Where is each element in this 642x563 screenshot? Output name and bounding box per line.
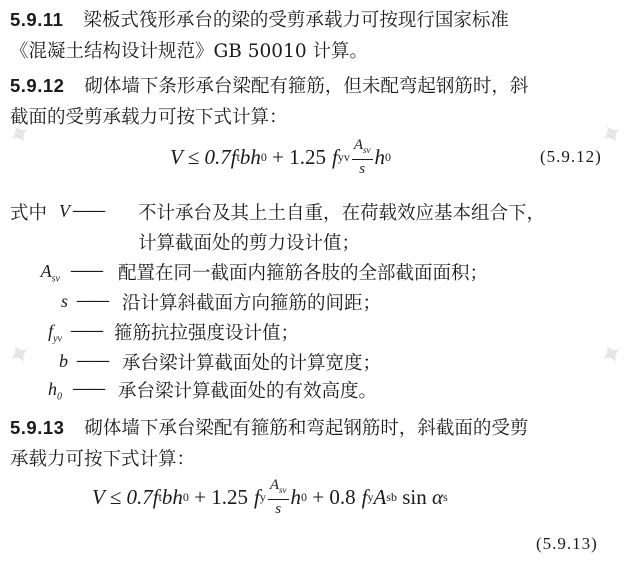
formula-h0-sub: 0 (385, 149, 392, 164)
formula-plus: + 1.25 (266, 144, 327, 169)
formula-5-9-12 (170, 134, 391, 180)
formula-bh: bh (161, 484, 183, 509)
fraction-num-text: A (353, 137, 364, 153)
equation-number: (5.9.12) (540, 147, 602, 166)
clause-text: 梁板式筏形承台的梁的受剪承载力可按现行国家标准 (83, 10, 509, 31)
def-symbol-text: s (60, 291, 68, 311)
fraction-num-sub: sv (279, 485, 287, 495)
watermark: ✦ (1, 114, 39, 155)
watermark: ✦ (1, 334, 39, 375)
def-symbol (12, 379, 62, 403)
def-text: 配置在同一截面内箍筋各肢的全部截面面积； (118, 263, 489, 284)
clause-5-9-11-line1 (10, 6, 509, 35)
formula-5-9-13 (92, 474, 448, 520)
clause-5-9-12-line2 (10, 104, 288, 132)
formula-ft: f (230, 144, 237, 169)
formula-h-sub: 0 (260, 149, 267, 164)
formula-ft-sub: t (158, 489, 162, 504)
def-text: 承台梁计算截面处的有效高度。 (118, 381, 378, 402)
fraction-num-text: A (269, 477, 280, 493)
clause-5-9-12-line1 (10, 72, 528, 101)
def-dash: —— (76, 350, 108, 371)
fraction-numerator (352, 136, 373, 160)
formula-alpha-sub: s (443, 489, 448, 504)
def-dash: —— (70, 320, 102, 341)
clause-text: 承载力可按下式计算： (10, 449, 196, 470)
clause-text: 砌体墙下承台梁配有箍筋和弯起钢筋时，斜截面的受剪 (84, 418, 529, 439)
def-symbol-text: b (59, 351, 68, 371)
fraction-num-sub: sv (363, 145, 371, 155)
formula-fy: f (254, 484, 260, 509)
formula-alpha: α (431, 484, 444, 509)
def-symbol (18, 291, 68, 315)
equation-number: (5.9.13) (536, 534, 598, 553)
formula-plus: + 1.25 (188, 484, 249, 509)
def-text: 沿计算斜截面方向箍筋的间距； (122, 293, 382, 314)
clause-text: 截面的受剪承载力可按下式计算： (10, 107, 288, 128)
formula-tail: + 0.8 (307, 484, 356, 509)
def-dash: —— (70, 260, 102, 281)
formula-fyv: f (332, 144, 338, 169)
formula-ft: f (152, 484, 159, 509)
fraction-numerator (268, 476, 289, 500)
def-symbol (18, 351, 68, 375)
formula-lhs: V ≤ 0.7 (170, 144, 231, 169)
formula-h0-sub: 0 (301, 489, 308, 504)
def-symbol-sub: yv (53, 333, 62, 345)
watermark: ✦ (593, 334, 631, 375)
def-text: 承台梁计算截面处的计算宽度； (122, 353, 382, 374)
def-dash: —— (72, 200, 104, 221)
formula-fraction (352, 136, 373, 178)
def-dash: —— (76, 290, 108, 311)
def-text: 箍筋抗拉强度设计值； (114, 323, 300, 344)
formula-h-sub: 0 (182, 489, 189, 504)
formula-fraction (268, 476, 289, 518)
formula-asb-sub: sb (386, 489, 397, 504)
clause-5-9-11-line2 (10, 38, 368, 66)
clause-text: 《混凝土结构设计规范》GB 50010 计算。 (10, 41, 368, 62)
watermark: ✦ (593, 114, 631, 155)
clause-5-9-13-line1 (10, 414, 528, 443)
clause-number: 5.9.11 (10, 9, 64, 30)
formula-ft-sub: t (236, 149, 240, 164)
def-symbol-text: h (48, 379, 57, 399)
formula-bh: bh (239, 144, 261, 169)
def-symbol (12, 321, 62, 345)
formula-fyv-sub: yv (337, 149, 350, 164)
def-dash: —— (72, 378, 104, 399)
def-symbol-sub: sv (51, 273, 60, 285)
def-symbol (10, 261, 60, 285)
formula-h0: h (374, 144, 386, 169)
def-text: 不计承台及其上土自重，在荷载效应基本组合下， (138, 203, 546, 224)
clause-text: 砌体墙下条形承台梁配有箍筋，但未配弯起钢筋时，斜 (84, 76, 529, 97)
def-text-cont: 计算截面处的剪力设计值； (138, 233, 361, 254)
formula-fy2: f (361, 484, 368, 509)
formula-h0: h (290, 484, 302, 509)
clause-number: 5.9.12 (10, 75, 65, 96)
formula-fy2-sub: y (367, 489, 374, 504)
formula-lhs: V ≤ 0.7 (92, 484, 153, 509)
fraction-denominator: s (359, 161, 366, 177)
clause-number: 5.9.13 (10, 417, 65, 438)
def-symbol (20, 201, 70, 225)
def-symbol-text: f (48, 321, 54, 341)
formula-sin: sin (396, 484, 432, 509)
def-symbol-text: A (40, 261, 52, 281)
where-label: 式中 (10, 203, 48, 224)
formula-asb: A (373, 484, 387, 509)
def-symbol-sub: 0 (57, 391, 62, 403)
clause-5-9-13-line2 (10, 446, 195, 474)
formula-fy-sub: y (259, 489, 266, 504)
def-symbol-text: V (59, 201, 70, 221)
fraction-denominator: s (275, 501, 282, 517)
